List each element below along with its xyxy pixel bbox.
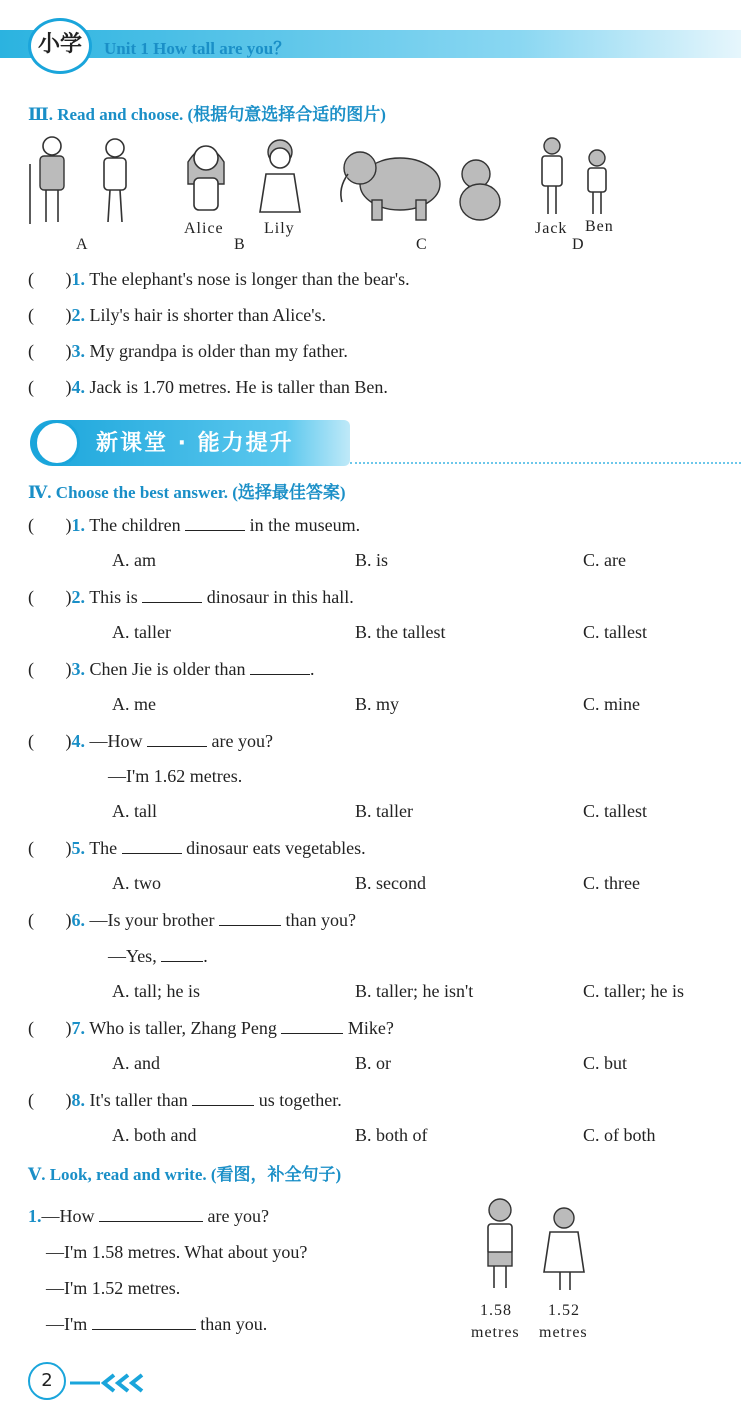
blank[interactable] (99, 1207, 203, 1222)
question-number: 5. (71, 838, 85, 858)
s5-line (28, 1205, 269, 1227)
answer-paren[interactable]: ( ) (28, 910, 72, 930)
option-a: A. am (112, 550, 156, 570)
girl-height: 1.52 (548, 1302, 580, 1319)
s5-line (46, 1313, 267, 1335)
question-line2 (108, 945, 208, 967)
option-c: C. tallest (583, 622, 647, 642)
blank[interactable] (147, 732, 207, 747)
picture-c-letter: C (416, 236, 428, 253)
option-a: A. and (112, 1053, 160, 1073)
s4-question (28, 909, 356, 931)
blank[interactable] (161, 947, 203, 962)
question-text: Jack is 1.70 metres. He is taller than Ben. (89, 377, 388, 397)
answer-paren[interactable]: ( ) (28, 515, 72, 535)
girl-illustration (544, 1208, 584, 1290)
picture-lily-name: Lily (264, 220, 295, 237)
question-text: The children (89, 515, 181, 535)
question-text: Chen Jie is older than (89, 659, 246, 679)
dotted-divider (350, 462, 741, 464)
question-text: Who is taller, Zhang Peng (89, 1018, 277, 1038)
question-text: us together. (258, 1090, 342, 1110)
answer-paren[interactable]: ( ) (28, 341, 72, 361)
option-a: A. tall (112, 801, 157, 821)
s4-question (28, 730, 273, 752)
section4-title: Ⅳ. Choose the best answer. (选择最佳答案) (28, 483, 346, 502)
question-number: 3. (71, 341, 85, 361)
question-number: 2. (71, 587, 85, 607)
answer-paren[interactable]: ( ) (28, 1090, 72, 1110)
answer-paren[interactable]: ( ) (28, 587, 72, 607)
answer-paren[interactable]: ( ) (28, 838, 72, 858)
question-text: dinosaur eats vegetables. (186, 838, 366, 858)
blank[interactable] (185, 516, 245, 531)
question-text: —I'm (46, 1314, 88, 1334)
satellite-icon (34, 420, 80, 466)
option-b: B. both of (355, 1125, 428, 1145)
picture-a-illustration (30, 137, 126, 224)
question-number: 7. (71, 1018, 85, 1038)
section5-picture (470, 1196, 590, 1300)
option-c: C. three (583, 873, 640, 893)
answer-paren[interactable]: ( ) (28, 269, 72, 289)
s5-line: —I'm 1.52 metres. (46, 1278, 181, 1298)
answer-paren[interactable]: ( ) (28, 305, 72, 325)
question-text: . (203, 946, 208, 966)
picture-alice-name: Alice (184, 220, 224, 237)
answer-paren[interactable]: ( ) (28, 731, 72, 751)
question-text: are you? (207, 1206, 269, 1226)
option-c: C. taller; he is (583, 981, 684, 1001)
blank[interactable] (250, 660, 310, 675)
question-number: 1. (71, 269, 85, 289)
picture-b-illustration (188, 140, 300, 212)
option-a: A. both and (112, 1125, 197, 1145)
question-text: This is (89, 587, 138, 607)
question-number: 2. (71, 305, 85, 325)
question-number: 3. (71, 659, 85, 679)
s3-question (28, 304, 326, 326)
boy-height: 1.58 (480, 1302, 512, 1319)
question-text: than you? (285, 910, 356, 930)
question-number: 4. (71, 731, 85, 751)
question-text: dinosaur in this hall. (206, 587, 354, 607)
option-c: C. tallest (583, 801, 647, 821)
s4-question (28, 1089, 342, 1111)
picture-d-illustration (542, 138, 606, 214)
question-number: 6. (71, 910, 85, 930)
unit-title: Unit 1 How tall are you？ (104, 39, 291, 58)
picture-jack-name: Jack (535, 220, 568, 237)
blank[interactable] (281, 1019, 343, 1034)
question-text: are you? (211, 731, 273, 751)
section3-title: Ⅲ. Read and choose. (根据句意选择合适的图片) (28, 105, 386, 124)
s4-question (28, 586, 354, 608)
section5-title: Ⅴ. Look, read and write. (看图，补全句子) (28, 1165, 342, 1184)
question-text: The (89, 838, 118, 858)
question-number: 1. (28, 1206, 42, 1226)
option-b: B. taller; he isn't (355, 981, 474, 1001)
answer-paren[interactable]: ( ) (28, 1018, 72, 1038)
answer-paren[interactable]: ( ) (28, 659, 72, 679)
option-a: A. me (112, 694, 156, 714)
blank[interactable] (122, 839, 182, 854)
blank[interactable] (142, 588, 202, 603)
option-a: A. two (112, 873, 161, 893)
header-badge: 小学 (28, 18, 92, 74)
s4-question (28, 658, 314, 680)
s3-question (28, 268, 410, 290)
question-number: 8. (71, 1090, 85, 1110)
option-b: B. is (355, 550, 389, 570)
blank[interactable] (192, 1091, 254, 1106)
question-text: —How (89, 731, 143, 751)
question-number: 1. (71, 515, 85, 535)
answer-paren[interactable]: ( ) (28, 377, 72, 397)
blank[interactable] (92, 1315, 196, 1330)
s4-question (28, 837, 366, 859)
question-line2: —I'm 1.62 metres. (108, 766, 243, 786)
question-text: It's taller than (89, 1090, 188, 1110)
s3-question (28, 376, 388, 398)
s4-question (28, 514, 360, 536)
picture-b-letter: B (234, 236, 246, 253)
boy-illustration (488, 1199, 512, 1288)
picture-d-letter: D (572, 236, 585, 253)
picture-a-letter: A (76, 236, 89, 253)
option-b: B. or (355, 1053, 391, 1073)
question-text: than you. (200, 1314, 268, 1334)
option-a: A. tall; he is (112, 981, 200, 1001)
arrow-decoration-icon (70, 1372, 148, 1394)
girl-height-unit: metres (539, 1324, 588, 1341)
question-text: —How (41, 1206, 95, 1226)
question-text: The elephant's nose is longer than the bear's. (89, 269, 410, 289)
option-b: B. second (355, 873, 426, 893)
option-b: B. the tallest (355, 622, 446, 642)
s5-line: —I'm 1.58 metres. What about you? (46, 1242, 308, 1262)
option-a: A. taller (112, 622, 171, 642)
question-text: Lily's hair is shorter than Alice's. (89, 305, 326, 325)
option-c: C. are (583, 550, 626, 570)
question-text: Mike? (347, 1018, 394, 1038)
blank[interactable] (219, 911, 281, 926)
option-b: B. my (355, 694, 400, 714)
option-b: B. taller (355, 801, 413, 821)
option-c: C. of both (583, 1125, 656, 1145)
option-c: C. mine (583, 694, 640, 714)
banner-title: 新课堂 · 能力提升 (96, 431, 294, 456)
boy-height-unit: metres (471, 1324, 520, 1341)
s4-question (28, 1017, 394, 1039)
page-number: 2 (28, 1362, 66, 1400)
question-text: —Yes, (108, 946, 157, 966)
question-number: 4. (71, 377, 85, 397)
question-text: —Is your brother (89, 910, 215, 930)
picture-ben-name: Ben (585, 218, 614, 235)
option-c: C. but (583, 1053, 628, 1073)
picture-c-illustration (341, 152, 500, 220)
s3-question (28, 340, 348, 362)
question-text: in the museum. (249, 515, 361, 535)
question-text: My grandpa is older than my father. (89, 341, 348, 361)
question-text: . (309, 659, 315, 679)
